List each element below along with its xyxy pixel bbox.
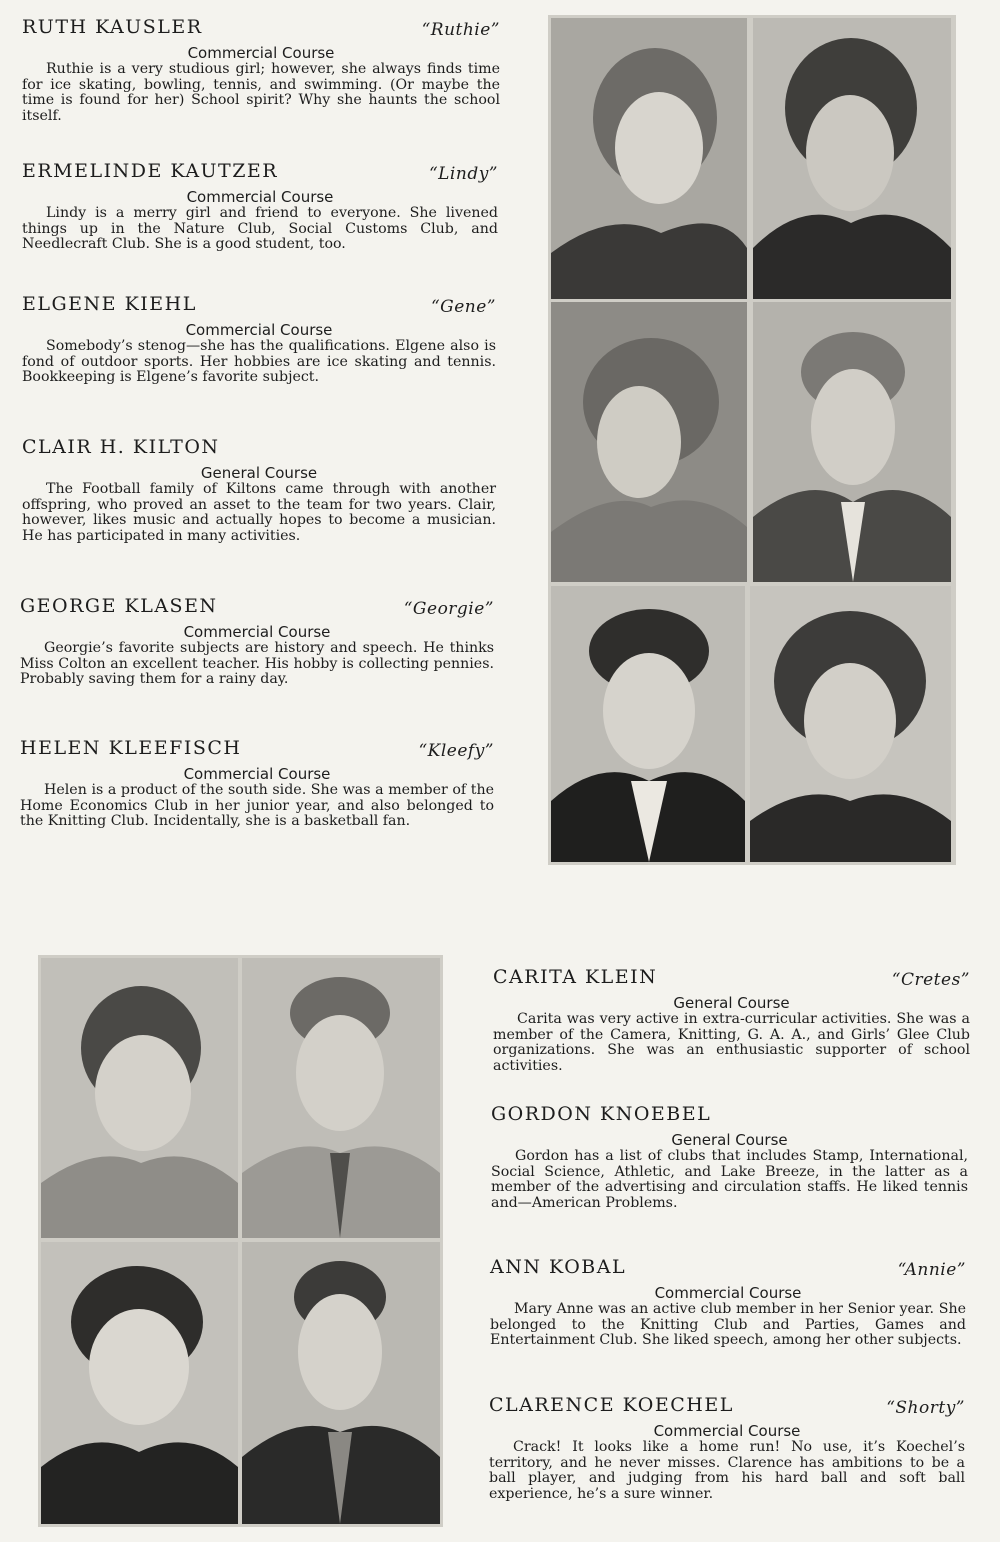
student-nickname: “Kleefy”: [418, 741, 494, 761]
portrait-photo-ermelinde-kautzer: [753, 18, 951, 299]
student-name: CARITA KLEIN: [493, 966, 658, 988]
portrait-photo-helen-kleefisch: [750, 586, 951, 862]
portrait-photo-gordon-knoebel: [242, 958, 440, 1238]
student-course: Commercial Course: [183, 765, 331, 783]
student-course: Commercial Course: [186, 188, 334, 206]
entry-ann-kobal: [490, 1256, 966, 1349]
portrait-photo-george-klasen: [551, 586, 745, 862]
entry-george-klasen: [20, 595, 494, 688]
entry-ruth-kausler: [22, 16, 500, 124]
entry-ermelinde-kautzer: [22, 160, 498, 253]
student-course: Commercial Course: [187, 44, 335, 62]
student-course: Commercial Course: [185, 321, 333, 339]
student-course: Commercial Course: [653, 1422, 801, 1440]
student-bio: Helen is a product of the south side. She was a member of the Home Economics Club in her junior year, and also belonged to the Knitting Club. Incidentally, she is a basketball fan.: [20, 782, 494, 829]
student-name: ELGENE KIEHL: [22, 293, 197, 315]
student-nickname: “Lindy”: [428, 164, 498, 184]
student-name: GORDON KNOEBEL: [491, 1103, 712, 1125]
photo-grid-bottom: [38, 955, 443, 1527]
student-name: CLAIR H. KILTON: [22, 436, 220, 458]
student-course: General Course: [671, 1131, 788, 1149]
entry-clair-kilton: [22, 436, 496, 544]
student-nickname: “Ruthie”: [421, 20, 500, 40]
portrait-photo-clarence-koechel: [242, 1242, 440, 1524]
student-course: Commercial Course: [183, 623, 331, 641]
portrait-photo-carita-klein: [41, 958, 238, 1238]
entry-elgene-kiehl: [22, 293, 496, 386]
student-bio: Somebody’s stenog—she has the qualifications. Elgene also is fond of outdoor sports. Her hobbies are ice skating and tennis. Bookkeeping is Elgene’s favorite subject.: [22, 338, 496, 385]
student-bio: The Football family of Kiltons came through with another offspring, who proved an asset to the team for two years. Clair, however, likes music and actually hopes to become a musician. He has participated in many activities.: [22, 481, 496, 544]
student-name: RUTH KAUSLER: [22, 16, 203, 38]
entry-helen-kleefisch: [20, 737, 494, 830]
student-nickname: “Cretes”: [891, 970, 970, 990]
portrait-photo-ruth-kausler: [551, 18, 747, 299]
student-nickname: “Shorty”: [886, 1398, 965, 1418]
photo-grid-top: [548, 15, 956, 865]
student-bio: Georgie’s favorite subjects are history and speech. He thinks Miss Colton an excellent teacher. His hobby is collecting pennies. Probably saving them for a rainy day.: [20, 640, 494, 687]
student-bio: Mary Anne was an active club member in her Senior year. She belonged to the Knitting Club and Parties, Games and Entertainment Club. She liked speech, among her other subjects.: [490, 1301, 966, 1348]
student-bio: Ruthie is a very studious girl; however, she always finds time for ice skating, bowling, tennis, and swimming. (Or maybe the time is found for her) School spirit? Why she haunts the school itself.: [22, 61, 500, 124]
portrait-photo-ann-kobal: [41, 1242, 238, 1524]
student-name: GEORGE KLASEN: [20, 595, 218, 617]
student-name: CLARENCE KOECHEL: [489, 1394, 734, 1416]
entry-clarence-koechel: [489, 1394, 965, 1502]
student-course: Commercial Course: [654, 1284, 802, 1302]
student-course: General Course: [200, 464, 318, 482]
student-name: ANN KOBAL: [490, 1256, 627, 1278]
student-course: General Course: [673, 994, 790, 1012]
portrait-photo-elgene-kiehl: [551, 302, 747, 582]
student-name: ERMELINDE KAUTZER: [22, 160, 279, 182]
student-bio: Carita was very active in extra-curricular activities. She was a member of the Camera, Knitting, G. A. A., and Girls’ Glee Club organizations. She was an enthusiastic supporter of school activities.: [493, 1011, 970, 1074]
student-bio: Gordon has a list of clubs that includes Stamp, International, Social Science, Athletic, and Lake Breeze, in the latter as a member of the advertising and circulation staffs. He liked tennis and—American Problems.: [491, 1148, 968, 1211]
student-nickname: “Georgie”: [403, 599, 494, 619]
student-nickname: “Annie”: [897, 1260, 966, 1280]
student-bio: Lindy is a merry girl and friend to everyone. She livened things up in the Nature Club, Social Customs Club, and Needlecraft Club. She is a good student, too.: [22, 205, 498, 252]
entry-carita-klein: [493, 966, 970, 1074]
portrait-photo-clair-kilton: [753, 302, 951, 582]
student-bio: Crack! It looks like a home run! No use, it’s Koechel’s territory, and he never misses. Clarence has ambitions to be a ball player, and judging from his hard ball and soft ball experience, he’s a sure winner.: [489, 1439, 965, 1502]
student-nickname: “Gene”: [430, 297, 496, 317]
student-name: HELEN KLEEFISCH: [20, 737, 242, 759]
entry-gordon-knoebel: [491, 1103, 968, 1211]
